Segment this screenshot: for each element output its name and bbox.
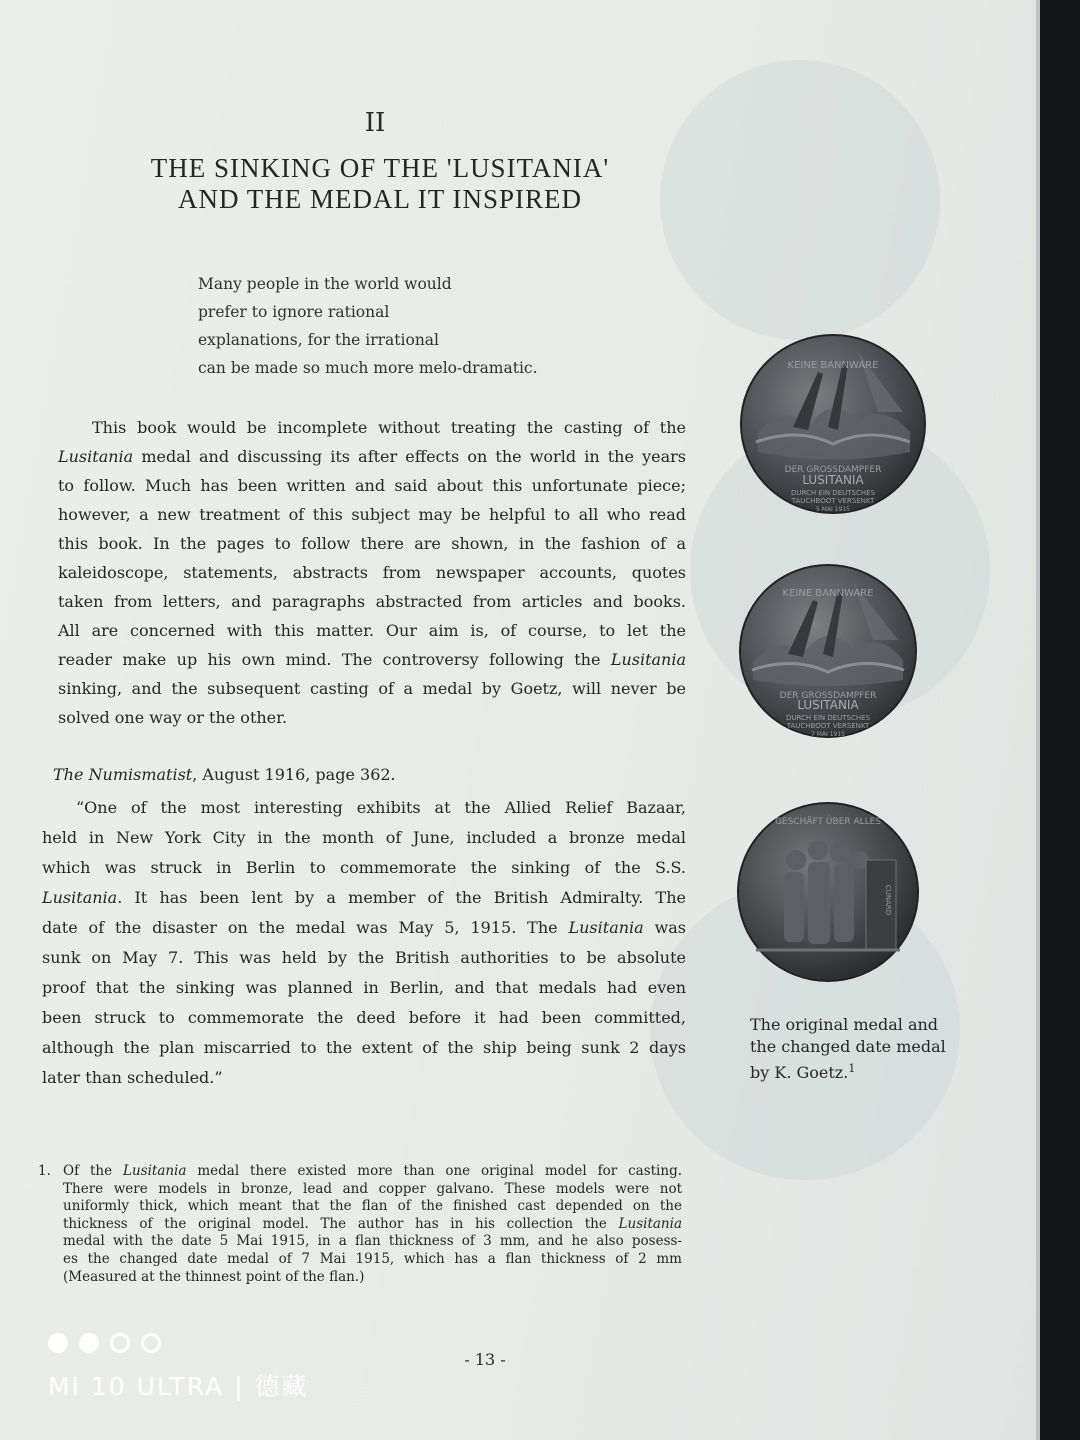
intro-line: This book would be incomplete without treating the casting of the (92, 418, 686, 437)
bleed-through-circle (660, 60, 940, 340)
quote-line: later than scheduled.” (42, 1068, 223, 1087)
line-segment: was (643, 918, 687, 937)
title-line: AND THE MEDAL IT INSPIRED (178, 184, 582, 214)
footnote-line (63, 1163, 682, 1181)
medal-middle-legend: DURCH EIN DEUTSCHES (785, 714, 871, 722)
logo-dot (48, 1333, 68, 1353)
intro-line (58, 645, 686, 674)
ship-name: Lusitania (58, 447, 134, 466)
intro-line: sinking, and the subsequent casting of a medal by Goetz, will never be (58, 679, 686, 698)
epigraph-line: Many people in the world would (198, 275, 452, 293)
intro-line: to follow. Much has been written and said about this unfortunate piece; (58, 476, 686, 495)
epigraph-line: prefer to ignore rational (198, 303, 390, 321)
footnote-line: There were models in bronze, lead and copper galvano. These models were not (63, 1180, 682, 1197)
medal-top-legend: DURCH EIN DEUTSCHES (790, 489, 876, 497)
footnote-line (63, 1216, 682, 1234)
intro-line: this book. In the pages to follow there are shown, in the fashion of a (58, 534, 686, 553)
footnote (38, 1163, 682, 1286)
epigraph-line: can be made so much more melo-dramatic. (198, 359, 538, 377)
line-segment: . It has been lent by a member of the British Admiralty. The (117, 888, 686, 907)
ship-name: Lusitania (122, 1163, 187, 1179)
quote-line (42, 913, 686, 943)
line-segment: reader make up his own mind. The controversy following the (58, 650, 611, 669)
quote-line: although the plan miscarried to the extent of the ship being sunk 2 days (42, 1038, 686, 1057)
camera-watermark (48, 1333, 308, 1403)
medal-caption (750, 1014, 980, 1084)
medal-image-top (738, 332, 928, 516)
intro-paragraph (58, 413, 686, 732)
intro-line: kaleidoscope, statements, abstracts from newspaper accounts, quotes (58, 563, 686, 582)
medal-top-legend: DER GROSSDAMPFER (784, 465, 882, 475)
medal-middle-legend: LUSITANIA (797, 698, 859, 712)
quote-line: which was struck in Berlin to commemorate the sinking of the S.S. (42, 858, 686, 877)
watermark-text: MI 10 ULTRA | 德藏 (48, 1372, 309, 1401)
watermark-logo (48, 1333, 308, 1353)
source-journal: The Numismatist (53, 765, 193, 784)
medal-image-reverse (736, 800, 920, 984)
footnote-line: medal with the date 5 Mai 1915, in a flan thickness of 3 mm, and he also posess- (63, 1233, 682, 1250)
medal-image-middle (738, 562, 918, 740)
quote-line: held in New York City in the month of June, included a bronze medal (42, 828, 686, 847)
chapter-number: II (364, 108, 386, 138)
quote-line: been struck to commemorate the deed before it had been committed, (42, 1008, 686, 1027)
source-details: , August 1916, page 362. (192, 765, 396, 784)
ship-name: Lusitania (42, 888, 118, 907)
medal-top-legend: LUSITANIA (802, 473, 864, 487)
intro-line: however, a new treatment of this subject may be helpful to all who read (58, 505, 686, 524)
footnote-body (63, 1163, 682, 1286)
footnote-line: es the changed date medal of 7 Mai 1915, which has a flan thickness of 2 mm (63, 1250, 682, 1267)
quote-line: proof that the sinking was planned in Berlin, and that medals had even (42, 978, 686, 997)
logo-dot (141, 1333, 161, 1353)
line-segment: medal there existed more than one original model for casting. (186, 1163, 683, 1179)
line-segment: date of the disaster on the medal was May 5, 1915. The (42, 918, 569, 937)
ship-name: Lusitania (610, 650, 686, 669)
page-number: - 13 - (464, 1350, 506, 1369)
medal-top-legend: KEINE BANNWARE (787, 360, 879, 371)
epigraph-line: explanations, for the irrational (198, 331, 439, 349)
quote-line: “One of the most interesting exhibits at the Allied Relief Bazaar, (76, 798, 686, 817)
medal-top-legend: TAUCHBOOT VERSENKT (791, 497, 875, 505)
footnote-number: 1. (38, 1163, 51, 1179)
logo-dot (110, 1333, 130, 1353)
line-segment: Of the (63, 1163, 123, 1179)
footnote-reference: 1 (848, 1062, 856, 1075)
footnote-line: (Measured at the thinnest point of the flan.) (63, 1268, 365, 1285)
footnote-line: uniformly thick, which meant that the flan of the finished cast depended on the (63, 1198, 682, 1215)
intro-line: solved one way or the other. (58, 708, 288, 727)
line-segment: thickness of the original model. The author has in his collection the (63, 1215, 619, 1232)
intro-line (58, 442, 686, 471)
caption-line (750, 1058, 980, 1084)
medal-top-legend: 5 MAI 1915 (816, 506, 850, 513)
quote-line (42, 883, 686, 913)
caption-line: The original medal and (750, 1015, 939, 1034)
ship-name: Lusitania (568, 918, 644, 937)
medal-middle-legend: 7 MAI 1915 (811, 731, 845, 738)
ship-name: Lusitania (618, 1215, 682, 1232)
quote-line: sunk on May 7. This was held by the British authorities to be absolute (42, 948, 686, 967)
numismatist-quote (42, 793, 686, 1093)
logo-dot (79, 1333, 99, 1353)
quote-source (53, 765, 553, 784)
medal-reverse-legend: CUNARD (884, 884, 892, 916)
epigraph (198, 270, 618, 382)
caption-line: the changed date medal (750, 1037, 946, 1056)
medal-middle-legend: DER GROSSDAMPFER (779, 691, 877, 701)
book-cover-edge (1040, 0, 1080, 1440)
title-line: THE SINKING OF THE 'LUSITANIA' (150, 153, 610, 183)
medal-middle-legend: KEINE BANNWARE (782, 588, 874, 599)
caption-line-text: by K. Goetz. (750, 1063, 849, 1082)
intro-line: taken from letters, and paragraphs abstracted from articles and books. (58, 592, 686, 611)
line-segment: medal and discussing its after effects on the world in the years (133, 447, 686, 466)
medal-reverse-legend: GESCHÄFT ÜBER ALLES (774, 817, 882, 827)
chapter-title (100, 153, 660, 215)
medal-middle-legend: TAUCHBOOT VERSENKT (786, 722, 870, 730)
intro-line: All are concerned with this matter. Our aim is, of course, to let the (58, 621, 686, 640)
